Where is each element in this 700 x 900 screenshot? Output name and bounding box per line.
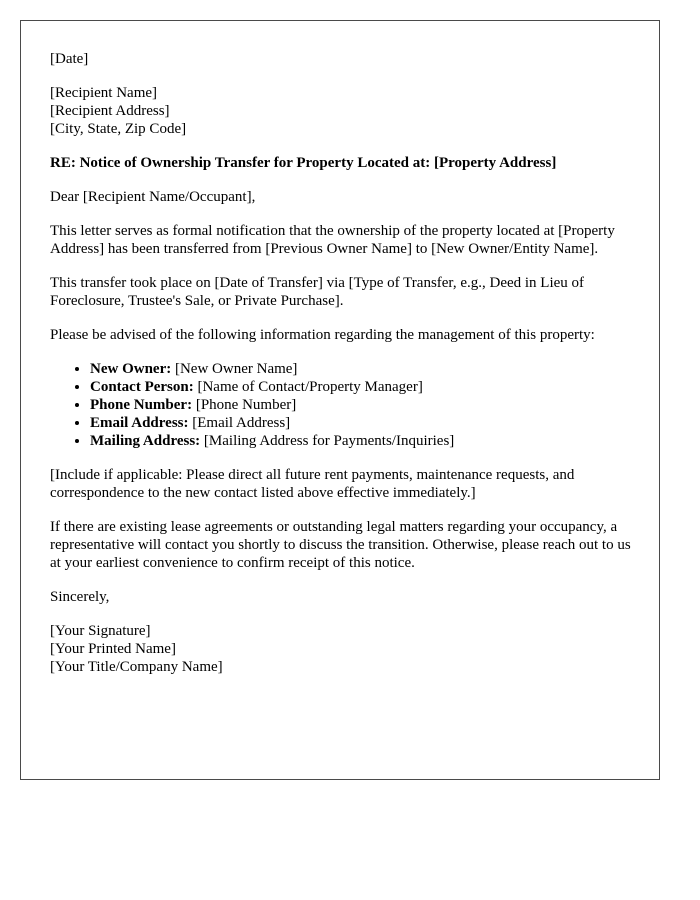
subject-line: RE: Notice of Ownership Transfer for Property Located at: [Property Address]	[50, 155, 557, 171]
salutation: Dear [Recipient Name/Occupant],	[50, 189, 256, 205]
detail-mailing-address	[90, 432, 631, 450]
paragraph-transfer-date: This transfer took place on [Date of Transfer] via [Type of Transfer, e.g., Deed in Lieu of Foreclosure, Trustee's Sale, or Private Purchase].	[50, 275, 585, 309]
recipient-address: [Recipient Address]	[50, 103, 170, 119]
paragraph-applicable-note: [Include if applicable: Please direct all future rent payments, maintenance requests, and correspondence to the new contact listed above effective immediately.]	[50, 467, 575, 501]
letter-page	[20, 20, 660, 780]
closing: Sincerely,	[50, 589, 110, 605]
signature-block	[50, 622, 631, 676]
details-list	[50, 360, 631, 450]
recipient-city-state-zip: [City, State, Zip Code]	[50, 121, 187, 137]
detail-contact-person	[90, 378, 631, 396]
paragraph-lease-matters: If there are existing lease agreements or outstanding legal matters regarding your occupancy, a representative will contact you shortly to discuss the transition. Otherwise, please reach out to us at your earliest convenience to confirm receipt of this notice.	[50, 519, 631, 571]
paragraph-management-intro: Please be advised of the following information regarding the management of this property:	[50, 327, 595, 343]
paragraph-notification: This letter serves as formal notification that the ownership of the property located at [Property Address] has been transferred from [Previous Owner Name] to [New Owner/Entity Name].	[50, 223, 615, 257]
detail-new-owner	[90, 360, 631, 378]
detail-label: Contact Person:	[90, 379, 194, 395]
recipient-name: [Recipient Name]	[50, 85, 158, 101]
detail-email-address	[90, 414, 631, 432]
detail-label: Email Address:	[90, 415, 189, 431]
detail-label: New Owner:	[90, 361, 172, 377]
detail-value: [Phone Number]	[192, 397, 297, 413]
detail-value: [Email Address]	[188, 415, 291, 431]
title-company: [Your Title/Company Name]	[50, 659, 223, 675]
detail-value: [New Owner Name]	[171, 361, 298, 377]
printed-name: [Your Printed Name]	[50, 641, 176, 657]
letter-date: [Date]	[50, 51, 89, 67]
detail-phone-number	[90, 396, 631, 414]
signature-line: [Your Signature]	[50, 623, 151, 639]
detail-value: [Mailing Address for Payments/Inquiries]	[200, 433, 455, 449]
detail-value: [Name of Contact/Property Manager]	[193, 379, 423, 395]
detail-label: Phone Number:	[90, 397, 193, 413]
detail-label: Mailing Address:	[90, 433, 201, 449]
recipient-block	[50, 84, 631, 138]
